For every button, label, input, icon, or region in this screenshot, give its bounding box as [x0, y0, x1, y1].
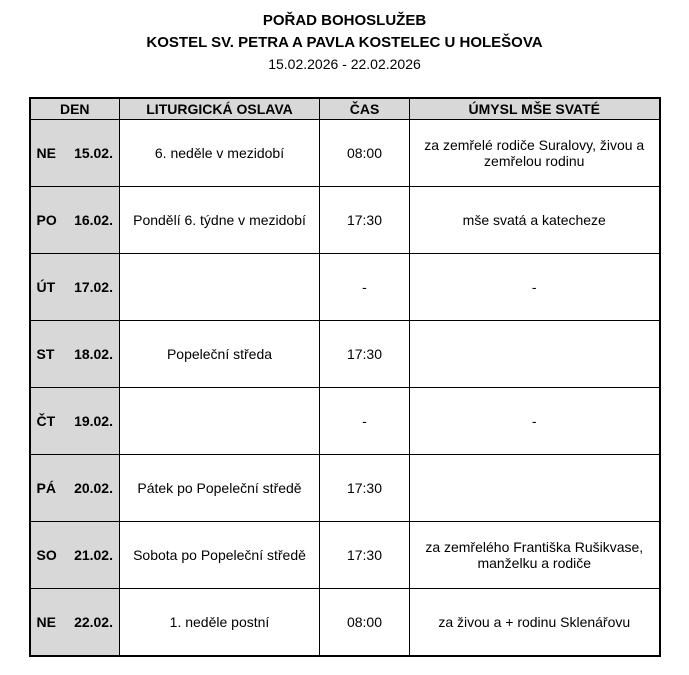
- day-cell: [30, 455, 120, 522]
- date-label: 20.02.: [74, 480, 113, 496]
- day-label: ST: [36, 346, 55, 362]
- time-cell: 17:30: [320, 455, 410, 522]
- date-label: 19.02.: [74, 413, 113, 429]
- day-label: PO: [36, 212, 57, 228]
- table-row: [30, 120, 660, 187]
- date-label: 17.02.: [74, 279, 113, 295]
- page-subtitle: KOSTEL SV. PETRA A PAVLA KOSTELEC U HOLEŠOVA: [146, 33, 543, 51]
- intention-cell: [410, 455, 660, 522]
- table-row: [30, 522, 660, 589]
- celebration-cell: [120, 254, 320, 321]
- schedule-table: [29, 97, 661, 657]
- celebration-cell: Pátek po Popeleční středě: [120, 455, 320, 522]
- date-label: 16.02.: [74, 212, 113, 228]
- celebration-cell: Pondělí 6. týdne v mezidobí: [120, 187, 320, 254]
- date-label: 21.02.: [74, 547, 113, 563]
- intention-cell: [410, 321, 660, 388]
- column-header-cas: ČAS: [320, 98, 410, 120]
- celebration-cell: Popeleční středa: [120, 321, 320, 388]
- table-row: [30, 388, 660, 455]
- day-cell: [30, 589, 120, 656]
- table-row: [30, 254, 660, 321]
- time-cell: 08:00: [320, 589, 410, 656]
- table-row: [30, 455, 660, 522]
- day-cell: [30, 187, 120, 254]
- day-cell: [30, 254, 120, 321]
- date-label: 18.02.: [74, 346, 113, 362]
- time-cell: 17:30: [320, 187, 410, 254]
- intention-cell: za zemřelé rodiče Suralovy, živou a zemřelou rodinu: [410, 120, 660, 187]
- day-cell: [30, 388, 120, 455]
- column-header-den: DEN: [30, 98, 120, 120]
- day-cell: [30, 120, 120, 187]
- intention-cell: mše svatá a katecheze: [410, 187, 660, 254]
- table-row: [30, 589, 660, 656]
- time-cell: -: [320, 254, 410, 321]
- intention-cell: -: [410, 388, 660, 455]
- time-cell: 17:30: [320, 522, 410, 589]
- intention-cell: -: [410, 254, 660, 321]
- time-cell: -: [320, 388, 410, 455]
- page-title: POŘAD BOHOSLUŽEB: [262, 12, 427, 29]
- table-header-row: [30, 98, 660, 120]
- intention-cell: za zemřelého Františka Rušikvase, manželku a rodiče: [410, 522, 660, 589]
- day-label: NE: [36, 145, 56, 161]
- day-label: ČT: [36, 413, 56, 429]
- celebration-cell: Sobota po Popeleční středě: [120, 522, 320, 589]
- time-cell: 08:00: [320, 120, 410, 187]
- celebration-cell: 6. neděle v mezidobí: [120, 120, 320, 187]
- day-label: PÁ: [36, 480, 56, 496]
- column-header-umysl: ÚMYSL MŠE SVATÉ: [410, 98, 660, 120]
- day-label: SO: [36, 547, 57, 563]
- intention-cell: za živou a + rodinu Sklenářovu: [410, 589, 660, 656]
- document-header: [0, 0, 689, 75]
- table-row: [30, 187, 660, 254]
- day-cell: [30, 522, 120, 589]
- day-label: ÚT: [36, 279, 56, 295]
- column-header-liturgicka-oslava: LITURGICKÁ OSLAVA: [120, 98, 320, 120]
- table-row: [30, 321, 660, 388]
- date-range: 15.02.2026 - 22.02.2026: [268, 55, 421, 72]
- celebration-cell: 1. neděle postní: [120, 589, 320, 656]
- celebration-cell: [120, 388, 320, 455]
- date-label: 22.02.: [74, 613, 113, 630]
- date-label: 15.02.: [74, 145, 113, 161]
- day-label: NE: [36, 613, 56, 630]
- day-cell: [30, 321, 120, 388]
- time-cell: 17:30: [320, 321, 410, 388]
